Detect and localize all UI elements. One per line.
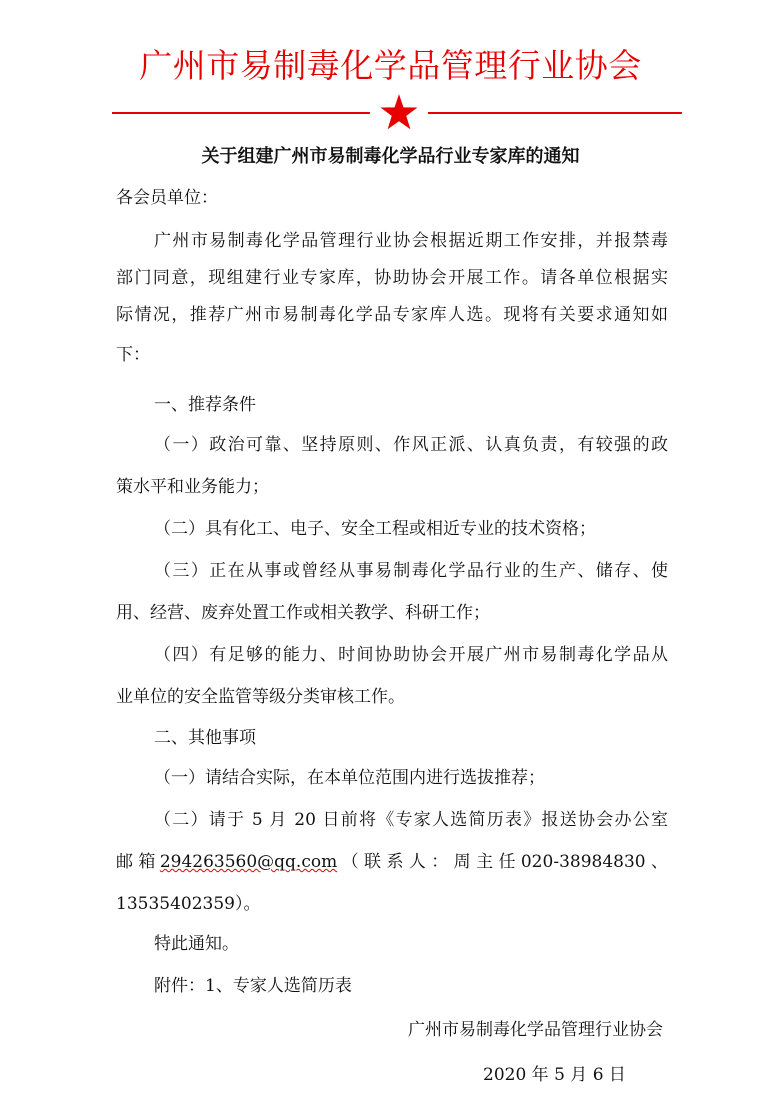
other-item: （二）请于 5 月 20 日前将《专家人选简历表》报送协会办公室 <box>154 810 668 830</box>
attachment-line: 附件：1、专家人选简历表 <box>154 976 352 996</box>
salutation: 各会员单位： <box>116 188 218 208</box>
criteria-item: （一）政治可靠、坚持原则、作风正派、认真负责，有较强的政 <box>154 435 668 455</box>
intro-line: 部门同意，现组建行业专家库，协助协会开展工作。请各单位根据实 <box>116 268 668 288</box>
org-letterhead-title: 广州市易制毒化学品管理行业协会 <box>139 46 642 85</box>
letterhead-rule-left <box>112 112 370 114</box>
email-address[interactable]: 294263560@qq.com <box>159 852 338 872</box>
contact-phone: 13535402359）。 <box>116 894 261 914</box>
criteria-item-cont: 策水平和业务能力； <box>116 477 269 497</box>
intro-line: 广州市易制毒化学品管理行业协会根据近期工作安排，并报禁毒 <box>154 231 668 251</box>
signature-date: 2020 年 5 月 6 日 <box>483 1065 626 1085</box>
letterhead-rule-right <box>428 112 682 114</box>
intro-line: 下： <box>116 345 150 365</box>
criteria-item-cont: 用、经营、废弃处置工作或相关教学、科研工作； <box>116 603 490 623</box>
notice-title: 关于组建广州市易制毒化学品行业专家库的通知 <box>201 146 580 167</box>
section-heading-2: 二、其他事项 <box>154 728 256 748</box>
intro-line: 际情况，推荐广州市易制毒化学品专家库人选。现将有关要求通知如 <box>116 305 668 325</box>
email-label: 邮 箱 <box>116 852 156 872</box>
closing-remark: 特此通知。 <box>154 934 239 954</box>
contact-line <box>116 850 668 874</box>
other-item: （一）请结合实际，在本单位范围内进行选拔推荐； <box>154 768 545 788</box>
star-icon <box>380 93 418 131</box>
criteria-item: （三）正在从事或曾经从事易制毒化学品行业的生产、储存、使 <box>154 561 668 581</box>
section-heading-1: 一、推荐条件 <box>154 395 256 415</box>
criteria-item: （二）具有化工、电子、安全工程或相近专业的技术资格； <box>154 519 596 539</box>
criteria-item: （四）有足够的能力、时间协助协会开展广州市易制毒化学品从 <box>154 645 668 665</box>
contact-person: （ 联 系 人 ： 周 主 任 020-38984830 、 <box>341 852 668 872</box>
criteria-item-cont: 业单位的安全监管等级分类审核工作。 <box>116 687 405 707</box>
signature-org: 广州市易制毒化学品管理行业协会 <box>408 1020 663 1040</box>
